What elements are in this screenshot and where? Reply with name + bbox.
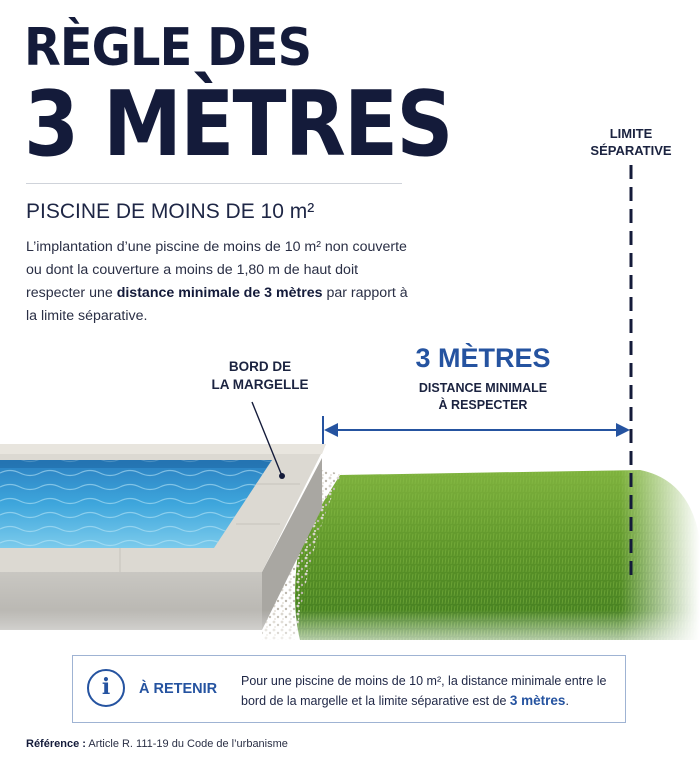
limit-label	[572, 125, 690, 159]
margelle-pointer-dot	[279, 473, 285, 479]
limit-label-line-2: SÉPARATIVE	[590, 143, 672, 158]
distance-caption	[383, 380, 583, 414]
info-icon: i	[87, 669, 125, 707]
distance-value: 3 MÈTRES	[415, 343, 551, 373]
margelle-label-line-1: BORD DE	[228, 359, 292, 374]
description-part-1: L’implantation d’une piscine de moins de 10 m² non couverte ou dont la couverture a moins de 1,80 m de haut doit respecter une	[26, 239, 407, 301]
reference-label: Référence :	[26, 738, 86, 750]
title-line-2: 3 MÈTRES	[24, 72, 452, 177]
description-part-2: par rapport à la limite séparative.	[26, 285, 408, 324]
distance-caption-line-2: À RESPECTER	[438, 398, 528, 412]
limit-label-line-1: LIMITE	[609, 126, 653, 141]
distance-arrow-head-left	[324, 423, 338, 437]
subtitle: PISCINE DE MOINS DE 10 m²	[26, 200, 315, 223]
title-divider	[26, 183, 402, 184]
info-text	[241, 672, 621, 711]
reference-text: Article R. 111-19 du Code de l’urbanisme	[85, 738, 288, 750]
description-bold: distance minimale de 3 mètres	[116, 285, 323, 301]
margelle-label	[200, 358, 320, 394]
margelle-label-line-2: LA MARGELLE	[211, 377, 309, 392]
info-text-part-1: Pour une piscine de moins de 10 m², la distance minimale entre le bord de la margelle et la limite séparative est de	[241, 674, 607, 708]
reference	[26, 738, 288, 750]
limit-line	[621, 165, 641, 585]
description	[26, 236, 416, 328]
info-text-part-2: .	[565, 694, 569, 708]
distance-caption-line-1: DISTANCE MINIMALE	[418, 381, 548, 395]
info-title: À RETENIR	[139, 681, 218, 697]
info-box	[72, 655, 626, 723]
title-line-1: RÈGLE DES	[24, 18, 312, 78]
pool-illustration	[0, 340, 700, 660]
info-text-bold: 3 mètres	[509, 693, 566, 708]
